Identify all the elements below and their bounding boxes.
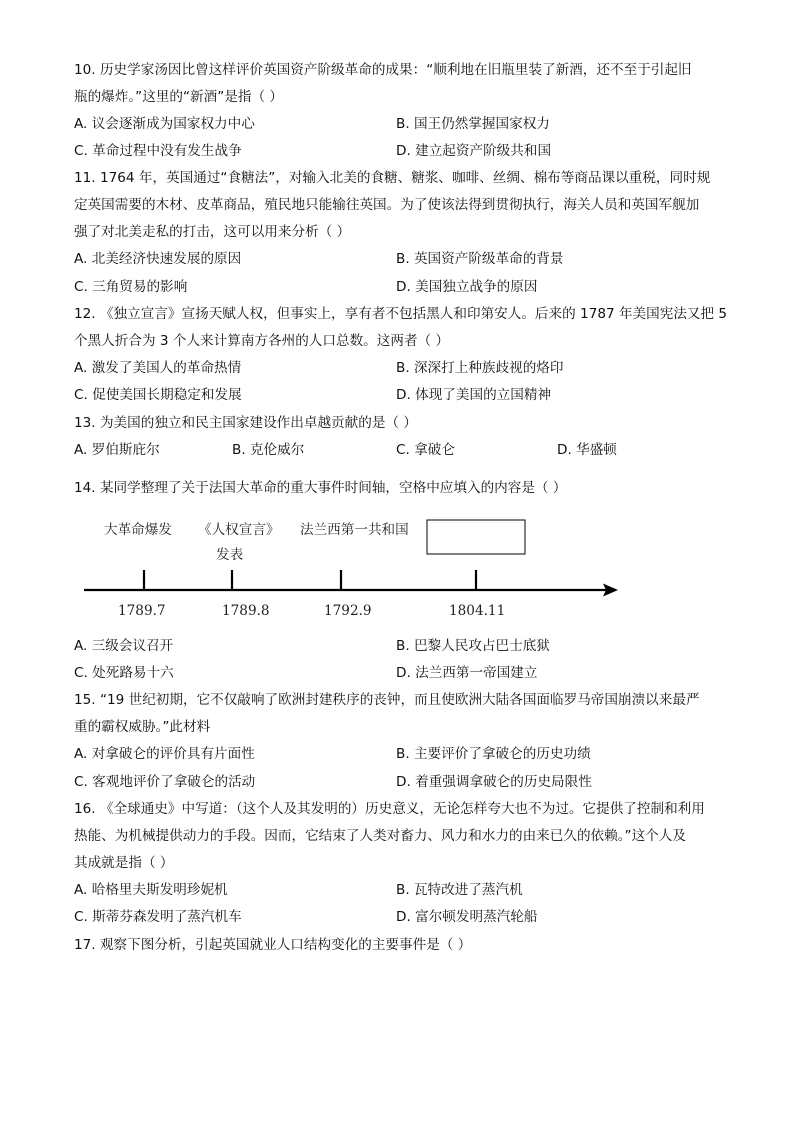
- q13-option-a: A. 罗伯斯庇尔: [74, 442, 160, 458]
- q12-option-d: D. 体现了美国的立国精神: [396, 387, 552, 403]
- timeline-event-1-label: 大革命爆发: [104, 522, 172, 538]
- q11-option-b: B. 英国资产阶级革命的背景: [396, 251, 564, 267]
- q16-option-b: B. 瓦特改进了蒸汽机: [396, 882, 523, 898]
- q15-stem-line1: 15. “19 世纪初期，它不仅敲响了欧洲封建秩序的丧钟，而且使欧洲大陆各国面临罗马帝国崩溃以来最严: [74, 692, 700, 708]
- q13-option-d: D. 华盛顿: [557, 442, 617, 458]
- q12-option-c: C. 促使美国长期稳定和发展: [74, 387, 242, 403]
- q16-stem-line2: 热能、为机械提供动力的手段。因而，它结束了人类对畜力、风力和水力的由来已久的依赖。”这个人及: [74, 828, 686, 844]
- q11-stem-line2: 定英国需要的木材、皮革商品，殖民地只能输往英国。为了使该法得到贯彻执行，海关人员和英国军舰加: [74, 197, 700, 213]
- q10-option-b: B. 国王仍然掌握国家权力: [396, 116, 550, 132]
- q14-stem: 14. 某同学整理了关于法国大革命的重大事件时间轴，空格中应填入的内容是（ ）: [74, 480, 567, 496]
- q15-stem-line2: 重的霸权威胁。”此材料: [74, 719, 211, 735]
- q12-stem-line1: 12. 《独立宣言》宣扬天赋人权，但事实上，享有者不包括黑人和印第安人。后来的 1787 年美国宪法又把 5: [74, 306, 728, 322]
- q16-stem-line3: 其成就是指（ ）: [74, 855, 174, 871]
- q15-option-b: B. 主要评价了拿破仑的历史功绩: [396, 746, 591, 762]
- q14-option-d: D. 法兰西第一帝国建立: [396, 665, 538, 681]
- q12-stem-line2: 个黑人折合为 3 个人来计算南方各州的人口总数。这两者（ ）: [74, 333, 450, 349]
- q15-option-a: A. 对拿破仑的评价具有片面性: [74, 746, 255, 762]
- q14-option-c: C. 处死路易十六: [74, 665, 174, 681]
- q11-stem-line3: 强了对北美走私的打击，这可以用来分析（ ）: [74, 224, 351, 240]
- q10-option-d: D. 建立起资产阶级共和国: [396, 143, 552, 159]
- q14-option-a: A. 三级会议召开: [74, 638, 174, 654]
- timeline-date-4: 1804.11: [449, 603, 506, 619]
- q10-stem-line1: 10. 历史学家汤因比曾这样评价英国资产阶级革命的成果：“顺利地在旧瓶里装了新酒，还不至于引起旧: [74, 62, 692, 78]
- q13-option-b: B. 克伦威尔: [232, 442, 305, 458]
- timeline-event-3-label: 法兰西第一共和国: [300, 522, 409, 538]
- q11-option-c: C. 三角贸易的影响: [74, 279, 188, 295]
- q11-option-a: A. 北美经济快速发展的原因: [74, 251, 242, 267]
- timeline-event-2-label: 《人权宣言》: [198, 522, 280, 538]
- q10-option-c: C. 革命过程中没有发生战争: [74, 143, 242, 159]
- q16-stem-line1: 16. 《全球通史》中写道：（这个人及其发明的）历史意义，无论怎样夸大也不为过。它提供了控制和利用: [74, 801, 705, 817]
- q17-stem: 17. 观察下图分析，引起英国就业人口结构变化的主要事件是（ ）: [74, 937, 472, 953]
- q11-stem-line1: 11. 1764 年，英国通过“食糖法”，对输入北美的食糖、糖浆、咖啡、丝绸、棉布等商品课以重税，同时规: [74, 170, 711, 186]
- q12-option-b: B. 深深打上种族歧视的烙印: [396, 360, 564, 376]
- timeline-date-2: 1789.8: [222, 603, 270, 619]
- timeline-date-1: 1789.7: [118, 603, 166, 619]
- q16-option-c: C. 斯蒂芬森发明了蒸汽机车: [74, 909, 242, 925]
- q16-option-a: A. 哈格里夫斯发明珍妮机: [74, 882, 228, 898]
- q15-option-c: C. 客观地评价了拿破仑的活动: [74, 774, 256, 790]
- q12-option-a: A. 激发了美国人的革命热情: [74, 360, 242, 376]
- q11-option-d: D. 美国独立战争的原因: [396, 279, 538, 295]
- timeline-date-3: 1792.9: [324, 603, 372, 619]
- q14-option-b: B. 巴黎人民攻占巴士底狱: [396, 638, 550, 654]
- q15-option-d: D. 着重强调拿破仑的历史局限性: [396, 774, 592, 790]
- q10-stem-line2: 瓶的爆炸。”这里的“新酒”是指（ ）: [74, 89, 283, 105]
- q13-option-c: C. 拿破仑: [396, 442, 455, 458]
- q16-option-d: D. 富尔顿发明蒸汽轮船: [396, 909, 538, 925]
- q10-option-a: A. 议会逐渐成为国家权力中心: [74, 116, 255, 132]
- timeline-blank-box: [427, 520, 525, 554]
- q13-stem: 13. 为美国的独立和民主国家建设作出卓越贡献的是（ ）: [74, 415, 417, 431]
- timeline-event-2-label-line2: 发表: [216, 547, 244, 563]
